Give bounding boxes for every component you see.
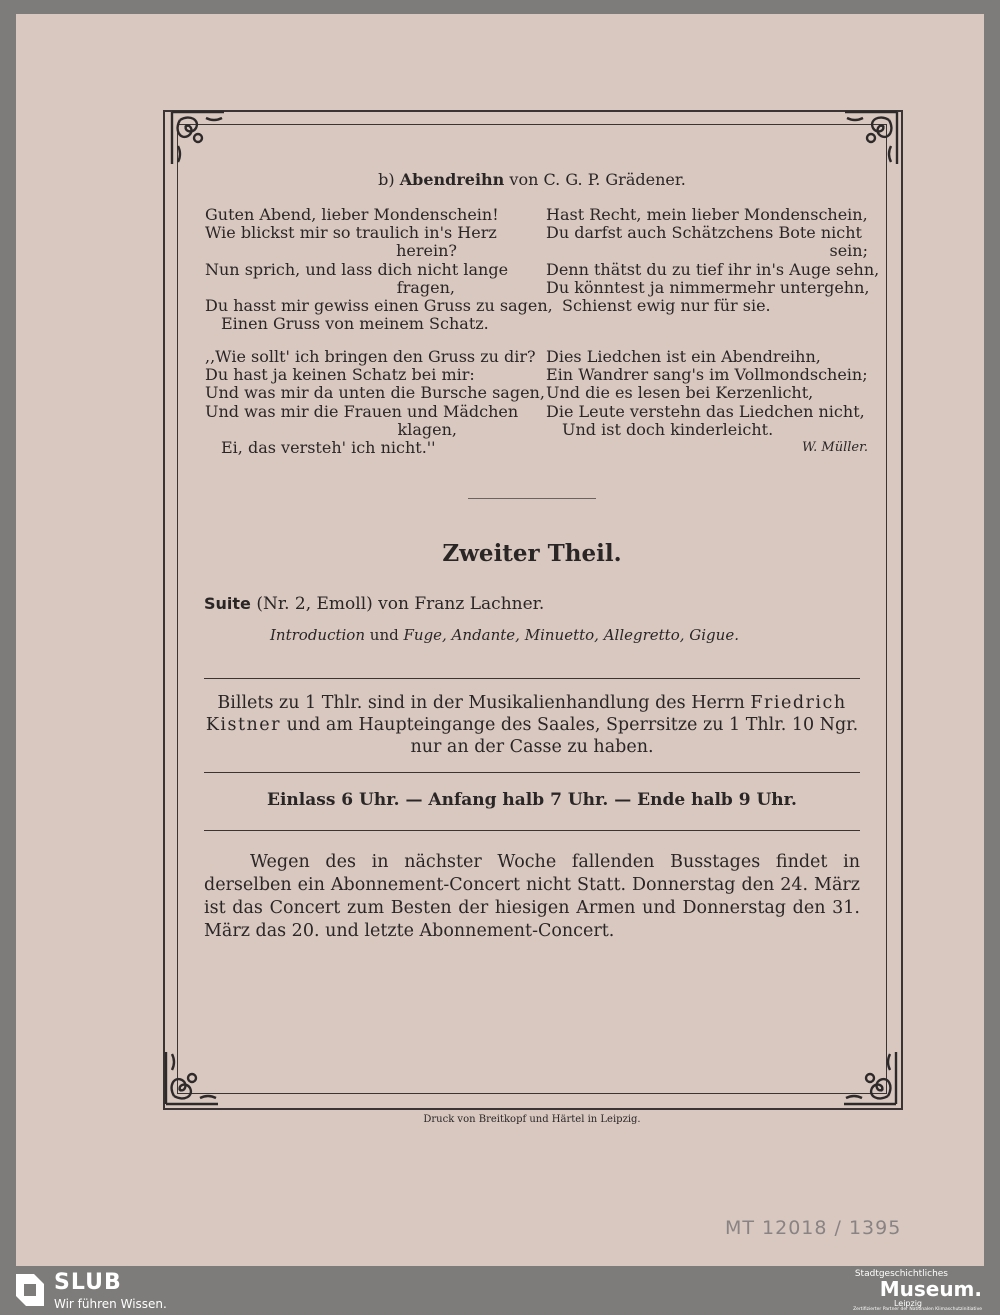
poem-line: fragen, [396,277,455,297]
museum-line: Stadtgeschichtliches [854,1269,948,1279]
museum-name: Museum. [879,1277,982,1301]
section-divider [468,498,596,499]
movements-intro: Introduction [270,626,365,644]
movements-and: und [369,626,399,644]
poem-line: Nun sprich, und lass dich nicht lange [205,259,509,279]
suite-movements [270,626,739,644]
poem-line: Einen Gruss von meinem Schatz. [221,314,489,334]
song-composer: von C. G. P. Grädener. [509,170,686,189]
poem-line: Und was mir da unten die Bursche sagen, [205,383,545,403]
corner-ornament-bottom-right [838,1046,902,1110]
song-prefix: b) [378,170,395,189]
concert-notice: Wegen des in nächster Woche fallenden Busstages findet in derselben ein Abonnement-Concert nicht Statt. Donnerstag den 24. März ist das Concert zum Besten der hiesigen Armen und Donnerstag den 31. März das 20. und letzte Abonnement-Concert. [204,852,860,941]
poem-line: Ei, das versteh' ich nicht.'' [221,438,436,458]
ticket-text-3: nur an der Casse zu haben. [410,737,654,757]
poem-stanza-left-2 [205,347,545,458]
poem-author: W. Müller. [802,440,868,456]
poem-line: herein? [396,241,457,261]
movements-list: Fuge, Andante, Minuetto, Allegretto, Gigue. [403,626,739,644]
poem-stanza-right-1 [546,205,880,316]
poem-line: Guten Abend, lieber Mondenschein! [205,205,499,224]
suite-details: (Nr. 2, Emoll) von Franz Lachner. [256,594,545,614]
poem-line: Und was mir die Frauen und Mädchen [205,401,519,421]
poem-line: Wie blickst mir so traulich in's Herz [205,223,497,243]
poem-line: Und ist doch kinderleicht. [562,419,774,439]
museum-certificate: Zertifizierter Partner der Nationalen Klimaschutzinitiative [853,1307,982,1312]
slub-name: SLUB [54,1270,122,1295]
poem-line: Du könntest ja nimmermehr untergehn, [546,277,870,297]
slub-logo-icon [12,1270,48,1310]
printer-credit: Druck von Breitkopf und Härtel in Leipzig. [423,1114,641,1125]
song-name: Abendreihn [399,170,505,189]
catalog-number: MT 12018 / 1395 [725,1217,902,1239]
corner-ornament-top-right [839,106,903,170]
horizontal-rule [204,830,860,831]
seller-first-name: Friedrich [750,693,847,713]
seller-last-name: Kistner [205,715,281,735]
ticket-info [204,692,860,758]
footer-bar [0,1266,1000,1315]
poem-line: Dies Liedchen ist ein Abendreihn, [546,347,821,366]
poem-line: Schienst ewig nur für sie. [562,296,771,316]
song-title [177,170,887,189]
ticket-text-1: Billets zu 1 Thlr. sind in der Musikalienhandlung des Herrn [217,693,745,713]
part-title: Zweiter Theil. [442,540,622,567]
horizontal-rule [204,678,860,679]
poem-line: sein; [829,241,868,261]
corner-ornament-bottom-left [160,1046,224,1110]
poem-line: Du hast ja keinen Schatz bei mir: [205,365,475,385]
poem-line: Hast Recht, mein lieber Mondenschein, [546,205,868,224]
corner-ornament-top-left [166,106,230,170]
suite-line [204,594,544,614]
poem-line: Die Leute verstehn das Liedchen nicht, [546,401,865,421]
poem-line: ,,Wie sollt' ich bringen den Gruss zu dir? [205,347,536,366]
poem-stanza-left-1 [205,205,553,334]
poem-line: Du hasst mir gewiss einen Gruss zu sagen, [205,296,553,316]
concert-times: Einlass 6 Uhr. — Anfang halb 7 Uhr. — Ende halb 9 Uhr. [267,790,797,810]
poem-stanza-right-2 [546,348,868,457]
ticket-text-2: und am Haupteingange des Saales, Sperrsitze zu 1 Thlr. 10 Ngr. [286,715,859,735]
poem-line: Du darfst auch Schätzchens Bote nicht [546,223,862,243]
poem-line: Denn thätst du zu tief ihr in's Auge sehn, [546,259,880,279]
museum-city: Leipzig [893,1299,922,1308]
slub-tagline: Wir führen Wissen. [54,1297,167,1311]
poem-line: Ein Wandrer sang's im Vollmondschein; [546,365,868,385]
poem-line: Und die es lesen bei Kerzenlicht, [546,383,814,403]
suite-label: Suite [204,594,251,613]
horizontal-rule [204,772,860,773]
poem-line: klagen, [397,419,457,439]
